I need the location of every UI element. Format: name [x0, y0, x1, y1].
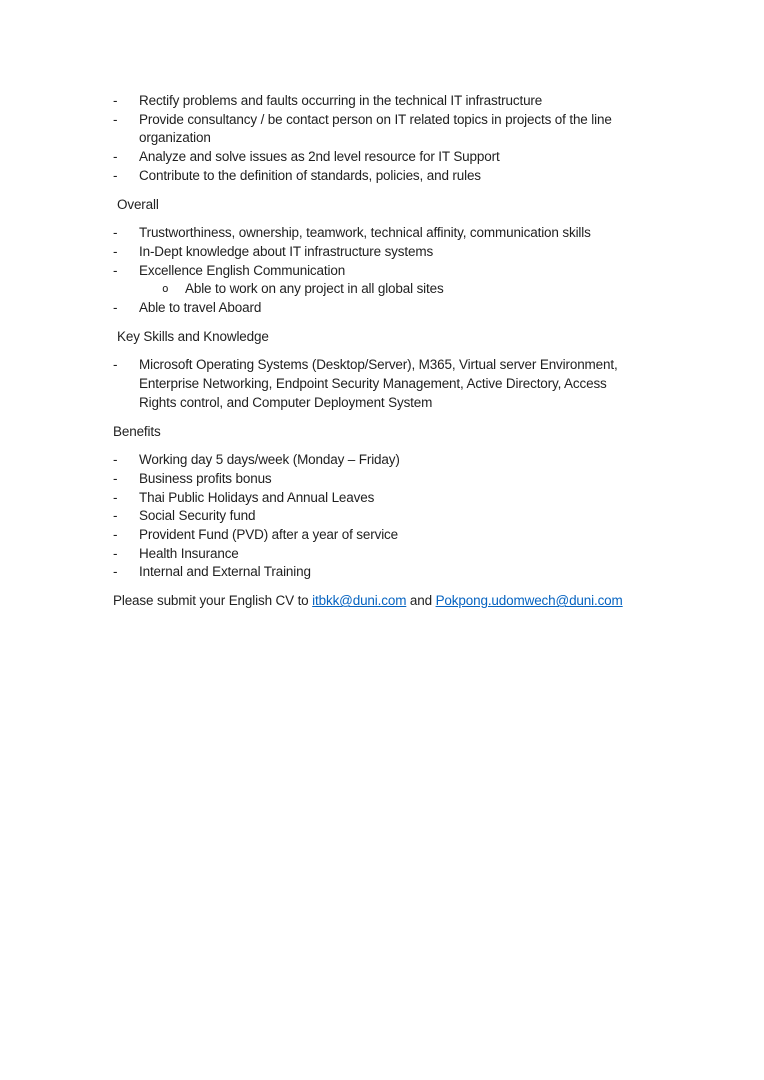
- responsibilities-list: [113, 92, 656, 186]
- dash-bullet: -: [113, 111, 118, 127]
- list-item-text: Excellence English Communication: [139, 262, 346, 278]
- circle-bullet: o: [162, 282, 169, 296]
- dash-bullet: -: [113, 167, 118, 183]
- list-item-text: Internal and External Training: [139, 564, 311, 580]
- email-link-pokpong[interactable]: Pokpong.udomwech@duni.com: [435, 593, 623, 609]
- list-item-text: Able to travel Aboard: [139, 300, 262, 316]
- email-link-itbkk[interactable]: itbkk@duni.com: [312, 593, 407, 609]
- list-item: [113, 356, 656, 412]
- dash-bullet: -: [113, 527, 118, 543]
- closing-prefix-text: Please submit your English CV to: [113, 593, 313, 609]
- list-item: [113, 470, 656, 489]
- section-heading-key-skills: Key Skills and Knowledge: [117, 328, 269, 344]
- list-item: [113, 451, 656, 470]
- overall-list: [113, 224, 656, 318]
- list-item: [113, 243, 656, 262]
- list-item-text: Contribute to the definition of standards, policies, and rules: [139, 167, 481, 183]
- sub-list-item-text: Able to work on any project in all global sites: [185, 281, 444, 297]
- section-heading-benefits: Benefits: [113, 423, 161, 439]
- list-item: [113, 489, 656, 508]
- dash-bullet: -: [113, 225, 118, 241]
- dash-bullet: -: [113, 357, 118, 373]
- list-item: [113, 262, 656, 281]
- list-item: [113, 526, 656, 545]
- list-item-text: Social Security fund: [139, 508, 256, 524]
- dash-bullet: -: [113, 452, 118, 468]
- dash-bullet: -: [113, 470, 118, 486]
- list-item-text: Analyze and solve issues as 2nd level resource for IT Support: [139, 149, 500, 165]
- dash-bullet: -: [113, 545, 118, 561]
- dash-bullet: -: [113, 262, 118, 278]
- list-item-text: In-Dept knowledge about IT infrastructure systems: [139, 243, 434, 259]
- list-item: [113, 545, 656, 564]
- list-item-text: Health Insurance: [139, 545, 239, 561]
- list-item: [113, 563, 656, 582]
- list-item: [113, 507, 656, 526]
- list-item-text: Rectify problems and faults occurring in the technical IT infrastructure: [139, 93, 543, 108]
- list-item: [113, 167, 656, 186]
- dash-bullet: -: [113, 149, 118, 165]
- section-heading-overall: Overall: [117, 196, 159, 212]
- list-item-text: Working day 5 days/week (Monday – Friday): [139, 452, 400, 468]
- list-item: [113, 224, 656, 243]
- list-item-text: Provide consultancy / be contact person on IT related topics in projects of the line organization: [139, 111, 612, 146]
- key-skills-list: [113, 356, 656, 412]
- list-item-text: Thai Public Holidays and Annual Leaves: [139, 489, 375, 505]
- dash-bullet: -: [113, 564, 118, 580]
- list-item: [113, 111, 656, 148]
- dash-bullet: -: [113, 508, 118, 524]
- list-item: [113, 299, 656, 318]
- sub-list-item: [162, 280, 656, 299]
- dash-bullet: -: [113, 489, 118, 505]
- list-item: [113, 92, 656, 111]
- closing-paragraph: [113, 592, 653, 611]
- list-item-text: Provident Fund (PVD) after a year of service: [139, 527, 399, 543]
- dash-bullet: -: [113, 300, 118, 316]
- dash-bullet: -: [113, 243, 118, 259]
- list-item-text: Trustworthiness, ownership, teamwork, technical affinity, communication skills: [139, 225, 591, 241]
- list-item-text: Business profits bonus: [139, 470, 272, 486]
- list-item: [113, 148, 656, 167]
- closing-conjunction-text: and: [406, 593, 436, 609]
- benefits-list: [113, 451, 656, 582]
- dash-bullet: -: [113, 93, 118, 108]
- list-item-text: Microsoft Operating Systems (Desktop/Server), M365, Virtual server Environment, Enterprise Networking, Endpoint Security Management, Active Directory, Access Rights control, and Computer Deployment System: [139, 357, 618, 410]
